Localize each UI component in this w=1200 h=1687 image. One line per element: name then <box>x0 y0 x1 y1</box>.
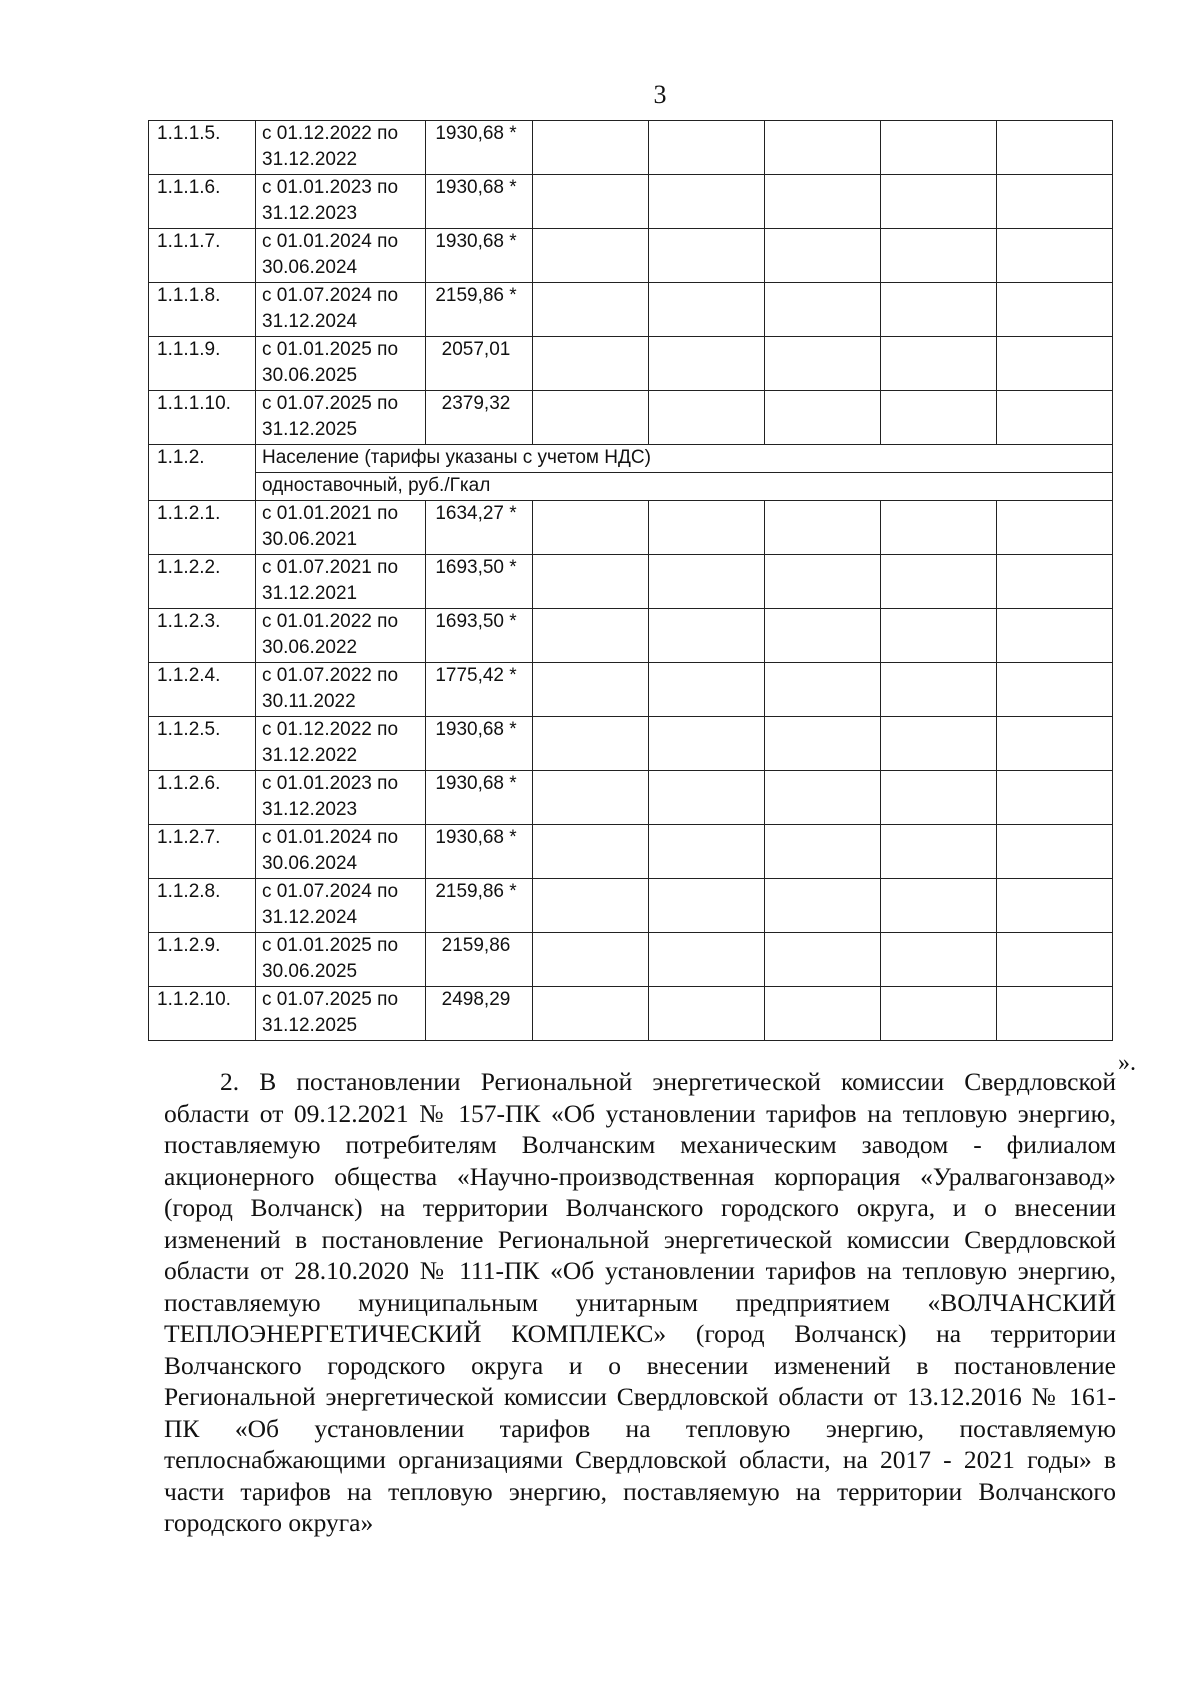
empty-cell <box>997 987 1113 1041</box>
row-value: 2057,01 <box>426 337 533 391</box>
table-row <box>149 391 1113 445</box>
empty-cell <box>533 501 649 555</box>
row-number: 1.1.2.2. <box>149 555 256 609</box>
empty-cell <box>881 609 997 663</box>
empty-cell <box>533 933 649 987</box>
row-number: 1.1.1.5. <box>149 121 256 175</box>
empty-cell <box>649 879 765 933</box>
row-period: с 01.07.2025 по 31.12.2025 <box>256 391 426 445</box>
tariff-group-header <box>149 445 1113 501</box>
table-row <box>149 229 1113 283</box>
empty-cell <box>765 501 881 555</box>
empty-cell <box>765 121 881 175</box>
row-value: 1693,50 * <box>426 609 533 663</box>
row-period: с 01.01.2024 по 30.06.2024 <box>256 825 426 879</box>
row-number: 1.1.1.9. <box>149 337 256 391</box>
empty-cell <box>881 933 997 987</box>
row-period: с 01.07.2021 по 31.12.2021 <box>256 555 426 609</box>
table-row <box>149 987 1113 1041</box>
group-row <box>149 445 1113 473</box>
group-subtitle: одноставочный, руб./Гкал <box>256 473 1113 501</box>
table-row <box>149 555 1113 609</box>
empty-cell <box>765 229 881 283</box>
empty-cell <box>533 663 649 717</box>
row-number: 1.1.2.5. <box>149 717 256 771</box>
empty-cell <box>997 609 1113 663</box>
row-number: 1.1.2.1. <box>149 501 256 555</box>
empty-cell <box>533 987 649 1041</box>
empty-cell <box>533 229 649 283</box>
body-paragraph: 2. В постановлении Региональной энергетической комиссии Свердловской области от 09.12.2021 № 157-ПК «Об установлении тарифов на тепловую энергию, поставляемую потребителям Волчанским механическим заводом - филиалом акционерного общества «Научно-производственная корпорация «Уралвагонзавод» (город Волчанск) на территории Волчанского городского округа, и о внесении изменений в постановление Региональной энергетической комиссии Свердловской области от 28.10.2020 № 111-ПК «Об установлении тарифов на тепловую энергию, поставляемую муниципальным унитарным предприятием «ВОЛЧАНСКИЙ ТЕПЛОЭНЕРГЕТИЧЕСКИЙ КОМПЛЕКС» (город Волчанск) на территории Волчанского городского округа и о внесении изменений в постановление Региональной энергетической комиссии Свердловской области от 13.12.2016 № 161-ПК «Об установлении тарифов на тепловую энергию, поставляемую теплоснабжающими организациями Свердловской области, на 2017 - 2021 годы» в части тарифов на тепловую энергию, поставляемую на территории Волчанского городского округа» <box>164 1067 1116 1537</box>
empty-cell <box>765 391 881 445</box>
row-value: 2498,29 <box>426 987 533 1041</box>
empty-cell <box>997 717 1113 771</box>
empty-cell <box>765 663 881 717</box>
empty-cell <box>649 717 765 771</box>
row-period: с 01.01.2025 по 30.06.2025 <box>256 337 426 391</box>
row-number: 1.1.1.8. <box>149 283 256 337</box>
empty-cell <box>765 987 881 1041</box>
empty-cell <box>533 771 649 825</box>
row-value: 1930,68 * <box>426 717 533 771</box>
empty-cell <box>765 717 881 771</box>
table-row <box>149 663 1113 717</box>
empty-cell <box>649 771 765 825</box>
table-row <box>149 121 1113 175</box>
row-period: с 01.07.2024 по 31.12.2024 <box>256 879 426 933</box>
empty-cell <box>997 229 1113 283</box>
empty-cell <box>881 283 997 337</box>
row-period: с 01.07.2022 по 30.11.2022 <box>256 663 426 717</box>
row-number: 1.1.2.10. <box>149 987 256 1041</box>
group-title: Население (тарифы указаны с учетом НДС) <box>256 445 1113 473</box>
tariff-rows-lower <box>149 501 1113 1041</box>
table-row <box>149 175 1113 229</box>
table-row <box>149 501 1113 555</box>
empty-cell <box>997 879 1113 933</box>
closing-quote: ». <box>1118 1050 1136 1076</box>
row-value: 1693,50 * <box>426 555 533 609</box>
empty-cell <box>649 121 765 175</box>
row-period: с 01.07.2024 по 31.12.2024 <box>256 283 426 337</box>
empty-cell <box>997 933 1113 987</box>
empty-cell <box>765 175 881 229</box>
row-period: с 01.07.2025 по 31.12.2025 <box>256 987 426 1041</box>
table-row <box>149 609 1113 663</box>
empty-cell <box>765 555 881 609</box>
row-number: 1.1.1.7. <box>149 229 256 283</box>
table-row <box>149 717 1113 771</box>
empty-cell <box>649 609 765 663</box>
row-number: 1.1.2.9. <box>149 933 256 987</box>
empty-cell <box>533 283 649 337</box>
empty-cell <box>881 825 997 879</box>
empty-cell <box>533 717 649 771</box>
row-period: с 01.12.2022 по 31.12.2022 <box>256 717 426 771</box>
row-number: 1.1.2.3. <box>149 609 256 663</box>
row-period: с 01.01.2023 по 31.12.2023 <box>256 771 426 825</box>
empty-cell <box>533 879 649 933</box>
empty-cell <box>765 879 881 933</box>
empty-cell <box>881 175 997 229</box>
empty-cell <box>649 987 765 1041</box>
empty-cell <box>533 337 649 391</box>
row-value: 1930,68 * <box>426 121 533 175</box>
row-value: 2159,86 <box>426 933 533 987</box>
empty-cell <box>997 501 1113 555</box>
empty-cell <box>997 121 1113 175</box>
table-row <box>149 879 1113 933</box>
row-number: 1.1.2.6. <box>149 771 256 825</box>
empty-cell <box>649 175 765 229</box>
empty-cell <box>881 771 997 825</box>
empty-cell <box>765 609 881 663</box>
empty-cell <box>881 337 997 391</box>
empty-cell <box>881 501 997 555</box>
group-subtitle-row <box>149 473 1113 501</box>
empty-cell <box>997 337 1113 391</box>
table-row <box>149 933 1113 987</box>
row-number: 1.1.2.4. <box>149 663 256 717</box>
row-period: с 01.01.2021 по 30.06.2021 <box>256 501 426 555</box>
row-number: 1.1.2.8. <box>149 879 256 933</box>
empty-cell <box>649 825 765 879</box>
empty-cell <box>997 663 1113 717</box>
empty-cell <box>997 555 1113 609</box>
empty-cell <box>533 391 649 445</box>
row-value: 1634,27 * <box>426 501 533 555</box>
row-value: 2379,32 <box>426 391 533 445</box>
empty-cell <box>881 879 997 933</box>
table-row <box>149 825 1113 879</box>
empty-cell <box>533 609 649 663</box>
row-value: 1930,68 * <box>426 825 533 879</box>
empty-cell <box>765 933 881 987</box>
empty-cell <box>533 825 649 879</box>
empty-cell <box>649 283 765 337</box>
empty-cell <box>649 933 765 987</box>
empty-cell <box>881 121 997 175</box>
row-period: с 01.12.2022 по 31.12.2022 <box>256 121 426 175</box>
empty-cell <box>881 987 997 1041</box>
empty-cell <box>997 391 1113 445</box>
empty-cell <box>765 825 881 879</box>
tariff-rows-upper <box>149 121 1113 445</box>
empty-cell <box>649 391 765 445</box>
empty-cell <box>997 771 1113 825</box>
row-value: 1775,42 * <box>426 663 533 717</box>
row-period: с 01.01.2022 по 30.06.2022 <box>256 609 426 663</box>
empty-cell <box>765 771 881 825</box>
empty-cell <box>533 121 649 175</box>
row-value: 2159,86 * <box>426 879 533 933</box>
empty-cell <box>881 229 997 283</box>
row-number: 1.1.1.10. <box>149 391 256 445</box>
row-period: с 01.01.2024 по 30.06.2024 <box>256 229 426 283</box>
empty-cell <box>649 555 765 609</box>
page-number: 3 <box>653 80 667 109</box>
empty-cell <box>765 337 881 391</box>
row-number: 1.1.1.6. <box>149 175 256 229</box>
empty-cell <box>533 555 649 609</box>
empty-cell <box>997 283 1113 337</box>
empty-cell <box>881 555 997 609</box>
row-period: с 01.01.2023 по 31.12.2023 <box>256 175 426 229</box>
row-value: 1930,68 * <box>426 175 533 229</box>
empty-cell <box>649 229 765 283</box>
row-period: с 01.01.2025 по 30.06.2025 <box>256 933 426 987</box>
empty-cell <box>881 663 997 717</box>
row-value: 1930,68 * <box>426 771 533 825</box>
table-row <box>149 337 1113 391</box>
empty-cell <box>881 391 997 445</box>
empty-cell <box>997 825 1113 879</box>
tariff-table <box>148 120 1113 1041</box>
row-number: 1.1.2.7. <box>149 825 256 879</box>
empty-cell <box>997 175 1113 229</box>
group-number: 1.1.2. <box>149 445 256 501</box>
table-row <box>149 771 1113 825</box>
row-value: 2159,86 * <box>426 283 533 337</box>
empty-cell <box>649 501 765 555</box>
table-row <box>149 283 1113 337</box>
row-value: 1930,68 * <box>426 229 533 283</box>
empty-cell <box>649 663 765 717</box>
empty-cell <box>881 717 997 771</box>
empty-cell <box>533 175 649 229</box>
empty-cell <box>649 337 765 391</box>
empty-cell <box>765 283 881 337</box>
